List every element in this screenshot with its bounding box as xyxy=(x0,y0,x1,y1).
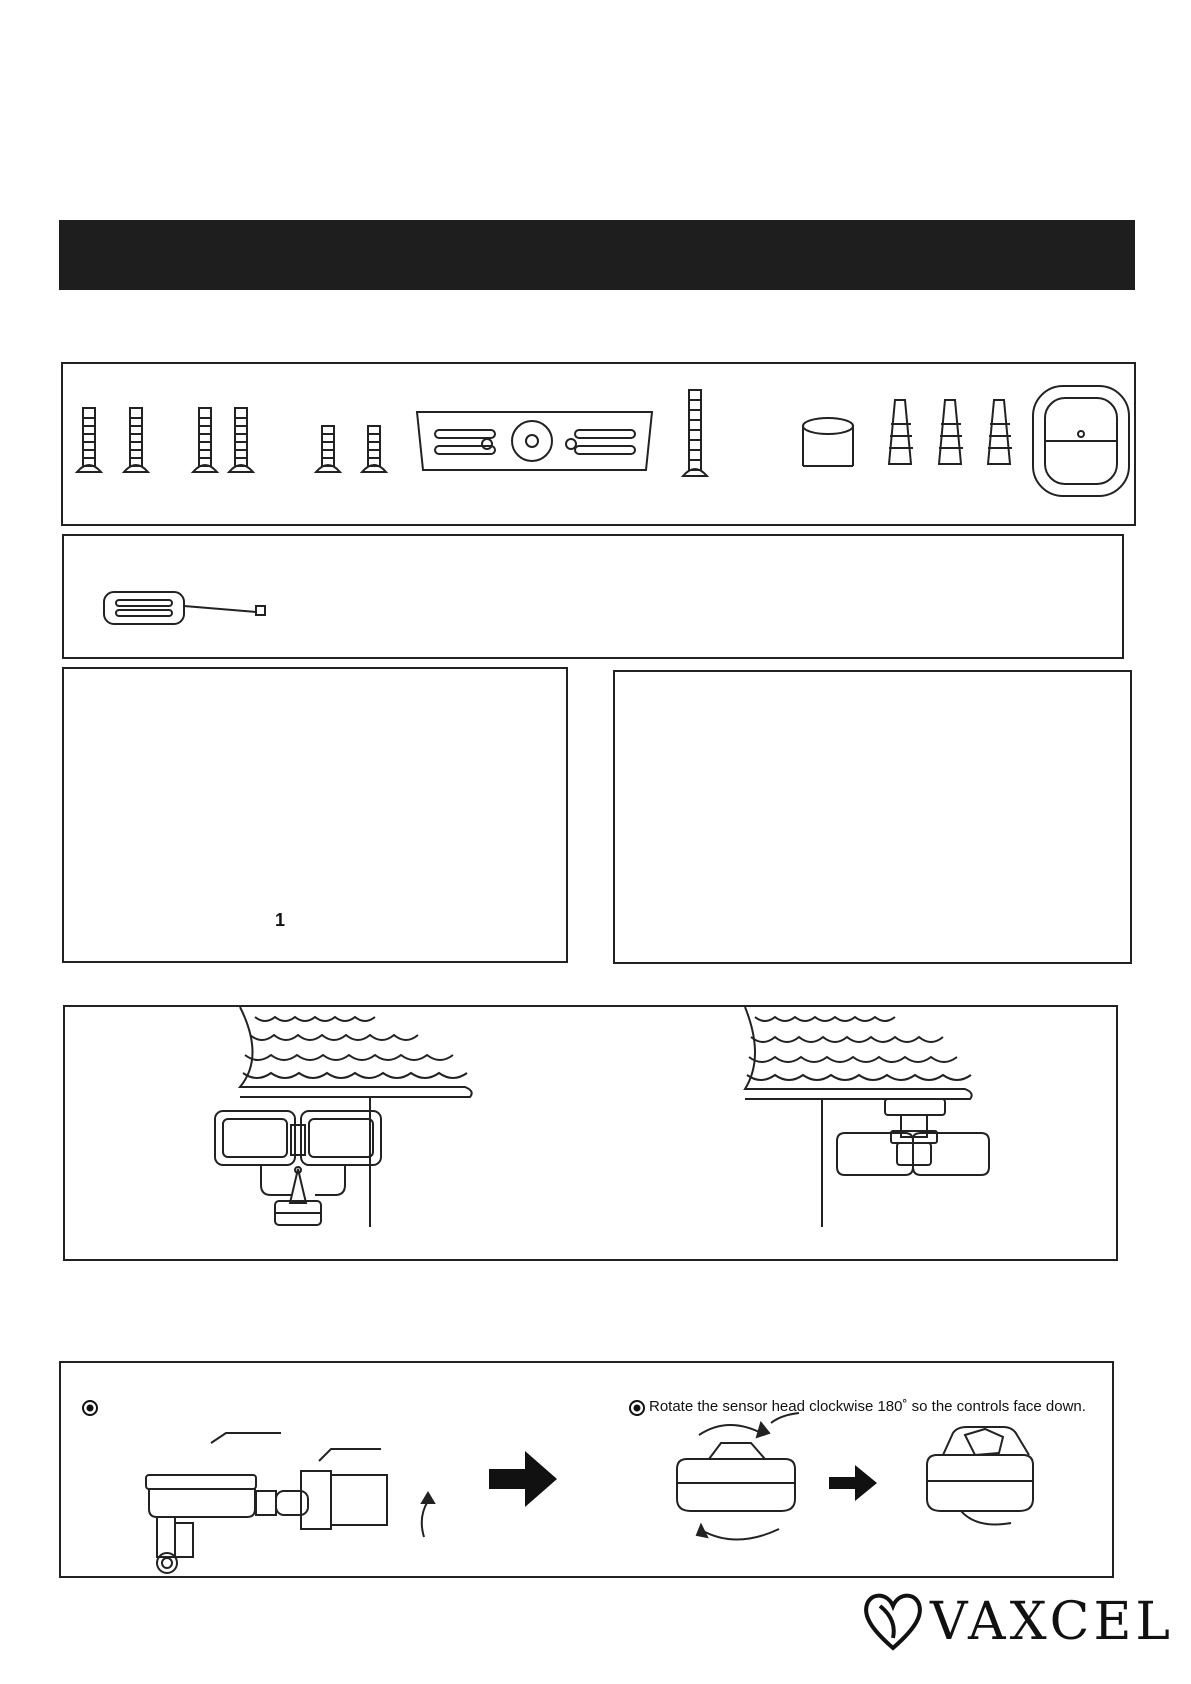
right-arrow-icon xyxy=(829,1465,877,1501)
step-number: 1 xyxy=(275,910,286,930)
screw-icon xyxy=(77,408,101,472)
screwdriver-icon xyxy=(64,536,1126,661)
gasket-icon xyxy=(1033,386,1129,496)
wire-nut-icon xyxy=(939,400,963,464)
mount-orientation-illustration xyxy=(65,1007,1120,1263)
step-panel-left xyxy=(62,667,568,963)
screw-icon xyxy=(316,426,340,472)
tools-box xyxy=(62,534,1124,659)
screw-icon xyxy=(229,408,253,472)
long-screw-icon xyxy=(683,390,707,476)
fixture-wall-mount-icon xyxy=(215,1111,381,1225)
screw-icon xyxy=(193,408,217,472)
screw-icon xyxy=(362,426,386,472)
screw-icon xyxy=(124,408,148,472)
roof-eave-right-icon xyxy=(745,1007,972,1227)
sensor-rotation-illustration xyxy=(61,1363,1116,1580)
sensor-head-before-icon xyxy=(677,1413,799,1540)
mounting-crossbar-icon xyxy=(417,412,652,470)
sensor-head-after-icon xyxy=(927,1427,1033,1525)
wire-nut-icon xyxy=(889,400,913,464)
right-arrow-icon xyxy=(489,1451,557,1507)
fixture-side-view-icon xyxy=(146,1433,387,1573)
hardware-box xyxy=(61,362,1136,526)
cap-nut-icon xyxy=(803,418,853,466)
wire-nut-icon xyxy=(988,400,1012,464)
sensor-box xyxy=(59,1361,1114,1578)
brand-name: VAXCEL xyxy=(930,1592,1174,1652)
vaxcel-logo xyxy=(860,1588,1174,1660)
step-panel-right xyxy=(613,670,1132,964)
fixture-eave-mount-icon xyxy=(837,1099,989,1175)
installation-box xyxy=(63,1005,1118,1261)
hardware-illustration xyxy=(63,364,1138,528)
sensor-rotate-instruction: Rotate the sensor head clockwise 180˚ so the controls face down. xyxy=(649,1398,1086,1415)
vaxcel-heart-logo-icon xyxy=(860,1588,926,1654)
rotate-arrow-icon xyxy=(422,1501,428,1537)
section-title-bar xyxy=(59,220,1135,290)
